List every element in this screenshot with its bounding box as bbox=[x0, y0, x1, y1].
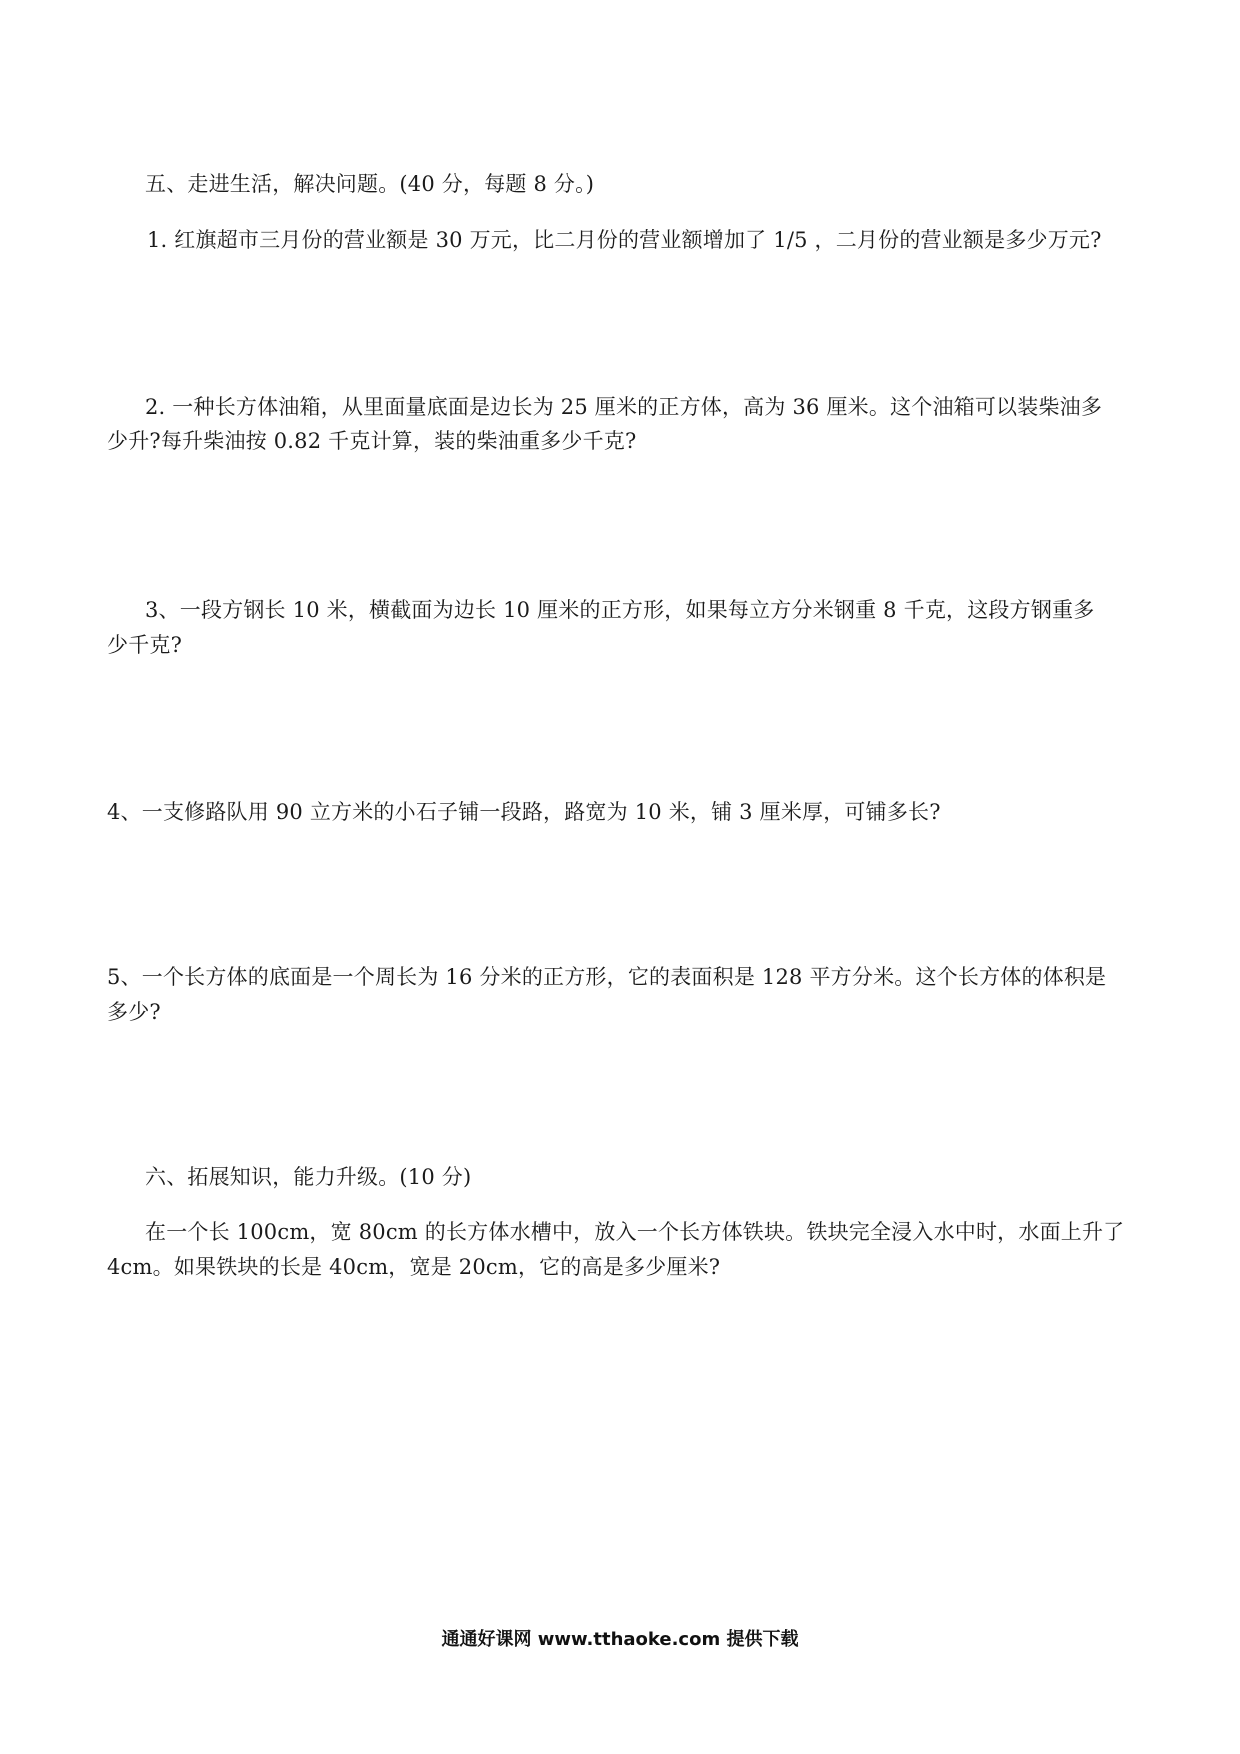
question-5-line-2: 多少? bbox=[107, 1000, 161, 1024]
question-2-line-1: 2. 一种长方体油箱，从里面量底面是边长为 25 厘米的正方体，高为 36 厘米。这个油箱可以装柴油多 bbox=[145, 395, 1103, 419]
section-5-heading: 五、走进生活，解决问题。(40 分，每题 8 分。) bbox=[145, 172, 595, 196]
question-3-line-1: 3、一段方钢长 10 米，横截面为边长 10 厘米的正方形，如果每立方分米钢重 8 千克，这段方钢重多 bbox=[145, 598, 1095, 622]
question-3-line-2: 少千克? bbox=[107, 633, 183, 657]
footer-source-note: 通通好课网 www.tthaoke.com 提供下载 bbox=[441, 1629, 799, 1650]
question-1-line-1: 1. 红旗超市三月份的营业额是 30 万元，比二月份的营业额增加了 1/5 ，二月份的营业额是多少万元? bbox=[147, 228, 1102, 252]
section-6-problem-line-2: 4cm。如果铁块的长是 40cm，宽是 20cm，它的高是多少厘米? bbox=[107, 1255, 721, 1279]
section-6-heading: 六、拓展知识，能力升级。(10 分) bbox=[145, 1165, 472, 1189]
question-5-line-1: 5、一个长方体的底面是一个周长为 16 分米的正方形，它的表面积是 128 平方分米。这个长方体的体积是 bbox=[107, 965, 1107, 989]
question-4-line-1: 4、一支修路队用 90 立方米的小石子铺一段路，路宽为 10 米，铺 3 厘米厚，可铺多长? bbox=[107, 800, 941, 824]
question-2-line-2: 少升?每升柴油按 0.82 千克计算，装的柴油重多少千克? bbox=[107, 429, 637, 453]
section-6-problem-line-1: 在一个长 100cm，宽 80cm 的长方体水槽中，放入一个长方体铁块。铁块完全浸入水中时，水面上升了 bbox=[145, 1220, 1125, 1244]
